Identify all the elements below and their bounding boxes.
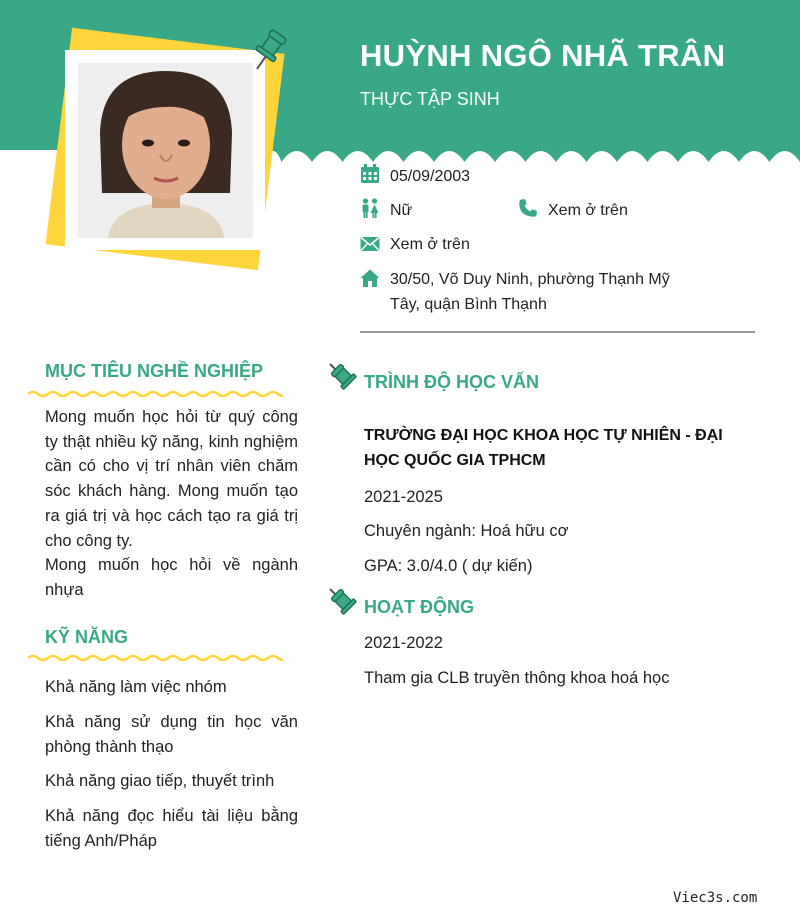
education-gpa: GPA: 3.0/4.0 ( dự kiến) bbox=[364, 557, 533, 575]
phone-icon bbox=[518, 198, 538, 218]
profile-photo bbox=[78, 63, 253, 238]
skill-item: Khả năng giao tiếp, thuyết trình bbox=[45, 772, 275, 790]
objective-title: MỤC TIÊU NGHỀ NGHIỆP bbox=[45, 361, 264, 381]
header-divider bbox=[360, 331, 755, 333]
home-icon bbox=[360, 268, 380, 288]
email: Xem ở trên bbox=[390, 236, 470, 253]
pin-icon bbox=[328, 361, 358, 391]
profile-photo-card bbox=[65, 50, 265, 250]
education-school: TRƯỜNG ĐẠI HỌC KHOA HỌC TỰ NHIÊN - ĐẠI HỌC QUỐC GIA TPHCM bbox=[364, 427, 723, 469]
education-period: 2021-2025 bbox=[364, 488, 443, 506]
watermark: Viec3s.com bbox=[673, 890, 758, 906]
address-line-1: 30/50, Võ Duy Ninh, phường Thạnh Mỹ bbox=[390, 271, 670, 288]
pin-icon bbox=[250, 25, 290, 73]
education-title: TRÌNH ĐỘ HỌC VẤN bbox=[364, 372, 539, 392]
skills-title: KỸ NĂNG bbox=[45, 627, 129, 647]
skill-item: Khả năng làm việc nhóm bbox=[45, 678, 227, 696]
objective-text: Mong muốn học hỏi từ quý công ty thật nhiều kỹ năng, kinh nghiệm cần có cho vị trí nhân viên chăm sóc khách hàng. Mong muốn tạo ra giá trị và học cách tạo ra giá trị cho công ty. bbox=[45, 408, 298, 550]
skill-item: Khả năng sử dụng tin học văn phòng thành thạo bbox=[45, 713, 298, 756]
objective-underline bbox=[28, 388, 283, 400]
phone: Xem ở trên bbox=[548, 202, 628, 219]
gender: Nữ bbox=[390, 202, 413, 219]
activity-period: 2021-2022 bbox=[364, 634, 443, 652]
address-line-2: Tây, quận Bình Thạnh bbox=[390, 296, 547, 313]
activity-description: Tham gia CLB truyền thông khoa hoá học bbox=[364, 669, 670, 687]
education-major: Chuyên ngành: Hoá hữu cơ bbox=[364, 522, 569, 540]
skills-underline bbox=[28, 652, 283, 664]
birthday: 05/09/2003 bbox=[390, 168, 471, 185]
gender-icon bbox=[360, 198, 380, 218]
activities-title: HOẠT ĐỘNG bbox=[364, 597, 474, 617]
objective-text-2: Mong muốn học hỏi về ngành nhựa bbox=[45, 556, 298, 599]
candidate-name: HUỲNH NGÔ NHÃ TRÂN bbox=[360, 38, 726, 73]
job-title: THỰC TẬP SINH bbox=[360, 89, 500, 109]
email-icon bbox=[360, 234, 380, 254]
skill-item: Khả năng đọc hiểu tài liệu bằng tiếng Anh/Pháp bbox=[45, 807, 298, 850]
pin-icon bbox=[328, 586, 358, 616]
calendar-icon bbox=[360, 164, 380, 184]
